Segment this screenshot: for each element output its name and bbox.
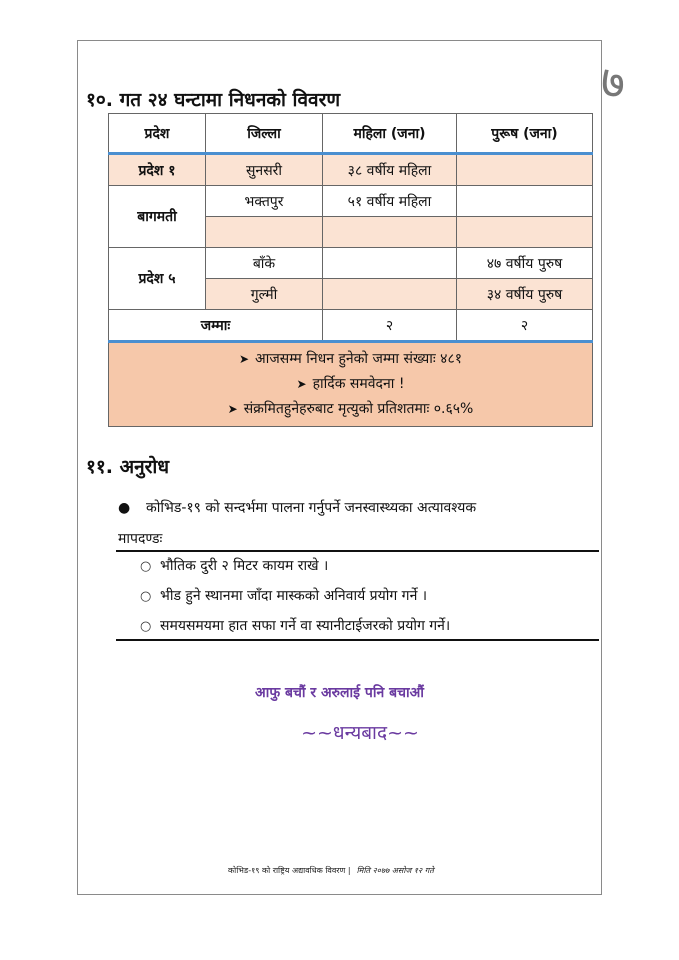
page-footer: [228, 865, 434, 876]
section-11-heading: ११. अनुरोध: [86, 456, 170, 478]
summary-condolence: हार्दिक समवेदना !: [312, 376, 405, 392]
total-label: जम्माः: [109, 310, 323, 342]
cell-male: [457, 217, 593, 248]
cell-male: ४७ वर्षीय पुरुष: [457, 248, 593, 279]
col-header-province: प्रदेश: [109, 114, 206, 154]
circle-bullet-icon: ○: [140, 589, 152, 604]
footer-title: कोभिड-१९ को राष्ट्रिय अद्यावधिक विवरण |: [228, 866, 351, 875]
table-row: [109, 154, 593, 186]
cell-male: [457, 186, 593, 217]
col-header-female: महिला (जना): [323, 114, 457, 154]
footer-date: मिति २०७७ असोज १२ गते: [356, 866, 434, 875]
measures-list: [140, 554, 590, 644]
table-row: [109, 248, 593, 279]
cell-male: [457, 154, 593, 186]
bullet-line-1: कोभिड-१९ को सन्दर्भमा पालना गर्नुपर्ने जनस्वास्थ्यका अत्यावश्यक: [146, 500, 477, 516]
summary-line: [109, 372, 592, 397]
list-item: [140, 584, 590, 614]
divider-bottom: [116, 639, 599, 641]
cell-district: सुनसरी: [206, 154, 323, 186]
summary-total-deaths: आजसम्म निधन हुनेको जम्मा संख्याः ४८१: [255, 351, 463, 367]
arrow-bullet-icon: ➤: [227, 402, 238, 416]
cell-male: ३४ वर्षीय पुरुष: [457, 279, 593, 310]
summary-line: [109, 347, 592, 372]
circle-bullet-icon: ○: [140, 619, 152, 634]
circle-bullet-icon: ○: [140, 559, 152, 574]
cell-district: भक्तपुर: [206, 186, 323, 217]
divider-top: [116, 550, 599, 552]
cell-district: गुल्मी: [206, 279, 323, 310]
total-female: २: [323, 310, 457, 342]
bullet-dot-icon: ●: [118, 500, 131, 516]
request-bullet: [118, 493, 588, 555]
col-header-district: जिल्ला: [206, 114, 323, 154]
total-row: [109, 310, 593, 342]
slogan: आफु बचौं र अरुलाई पनि बचाऔं: [255, 685, 424, 701]
cell-province: बागमती: [109, 186, 206, 248]
measure-text: समयसमयमा हात सफा गर्ने वा स्यानीटाईजरको प्रयोग गर्ने।: [160, 618, 451, 634]
summary-line: [109, 397, 592, 422]
cell-district: [206, 217, 323, 248]
cell-female: ५१ वर्षीय महिला: [323, 186, 457, 217]
list-item: [140, 554, 590, 584]
summary-death-rate: संक्रमितहुनेहरुबाट मृत्युको प्रतिशतमाः ०.६५%: [243, 401, 474, 417]
summary-box: [109, 342, 593, 427]
cell-female: [323, 217, 457, 248]
measure-text: भीड हुने स्थानमा जाँदा मास्कको अनिवार्य प्रयोग गर्ने ।: [160, 588, 428, 604]
measure-text: भौतिक दुरी २ मिटर कायम राखे ।: [160, 558, 329, 574]
cell-district: बाँके: [206, 248, 323, 279]
section-10-heading: १०. गत २४ घन्टामा निधनको विवरण: [86, 89, 341, 111]
death-details-table: [108, 113, 593, 427]
cell-province: प्रदेश ५: [109, 248, 206, 310]
arrow-bullet-icon: ➤: [238, 352, 250, 366]
cell-female: [323, 279, 457, 310]
cell-female: [323, 248, 457, 279]
table-header-row: [109, 114, 593, 154]
summary-row: [109, 342, 593, 427]
thanks-text: ~~धन्यबाद~~: [301, 722, 419, 744]
arrow-bullet-icon: ➤: [296, 377, 307, 391]
bullet-line-2: मापदण्डः: [118, 531, 163, 547]
page-number: ७: [601, 55, 625, 109]
cell-female: ३८ वर्षीय महिला: [323, 154, 457, 186]
table-row: [109, 186, 593, 217]
col-header-male: पुरूष (जना): [457, 114, 593, 154]
total-male: २: [457, 310, 593, 342]
cell-province: प्रदेश १: [109, 154, 206, 186]
